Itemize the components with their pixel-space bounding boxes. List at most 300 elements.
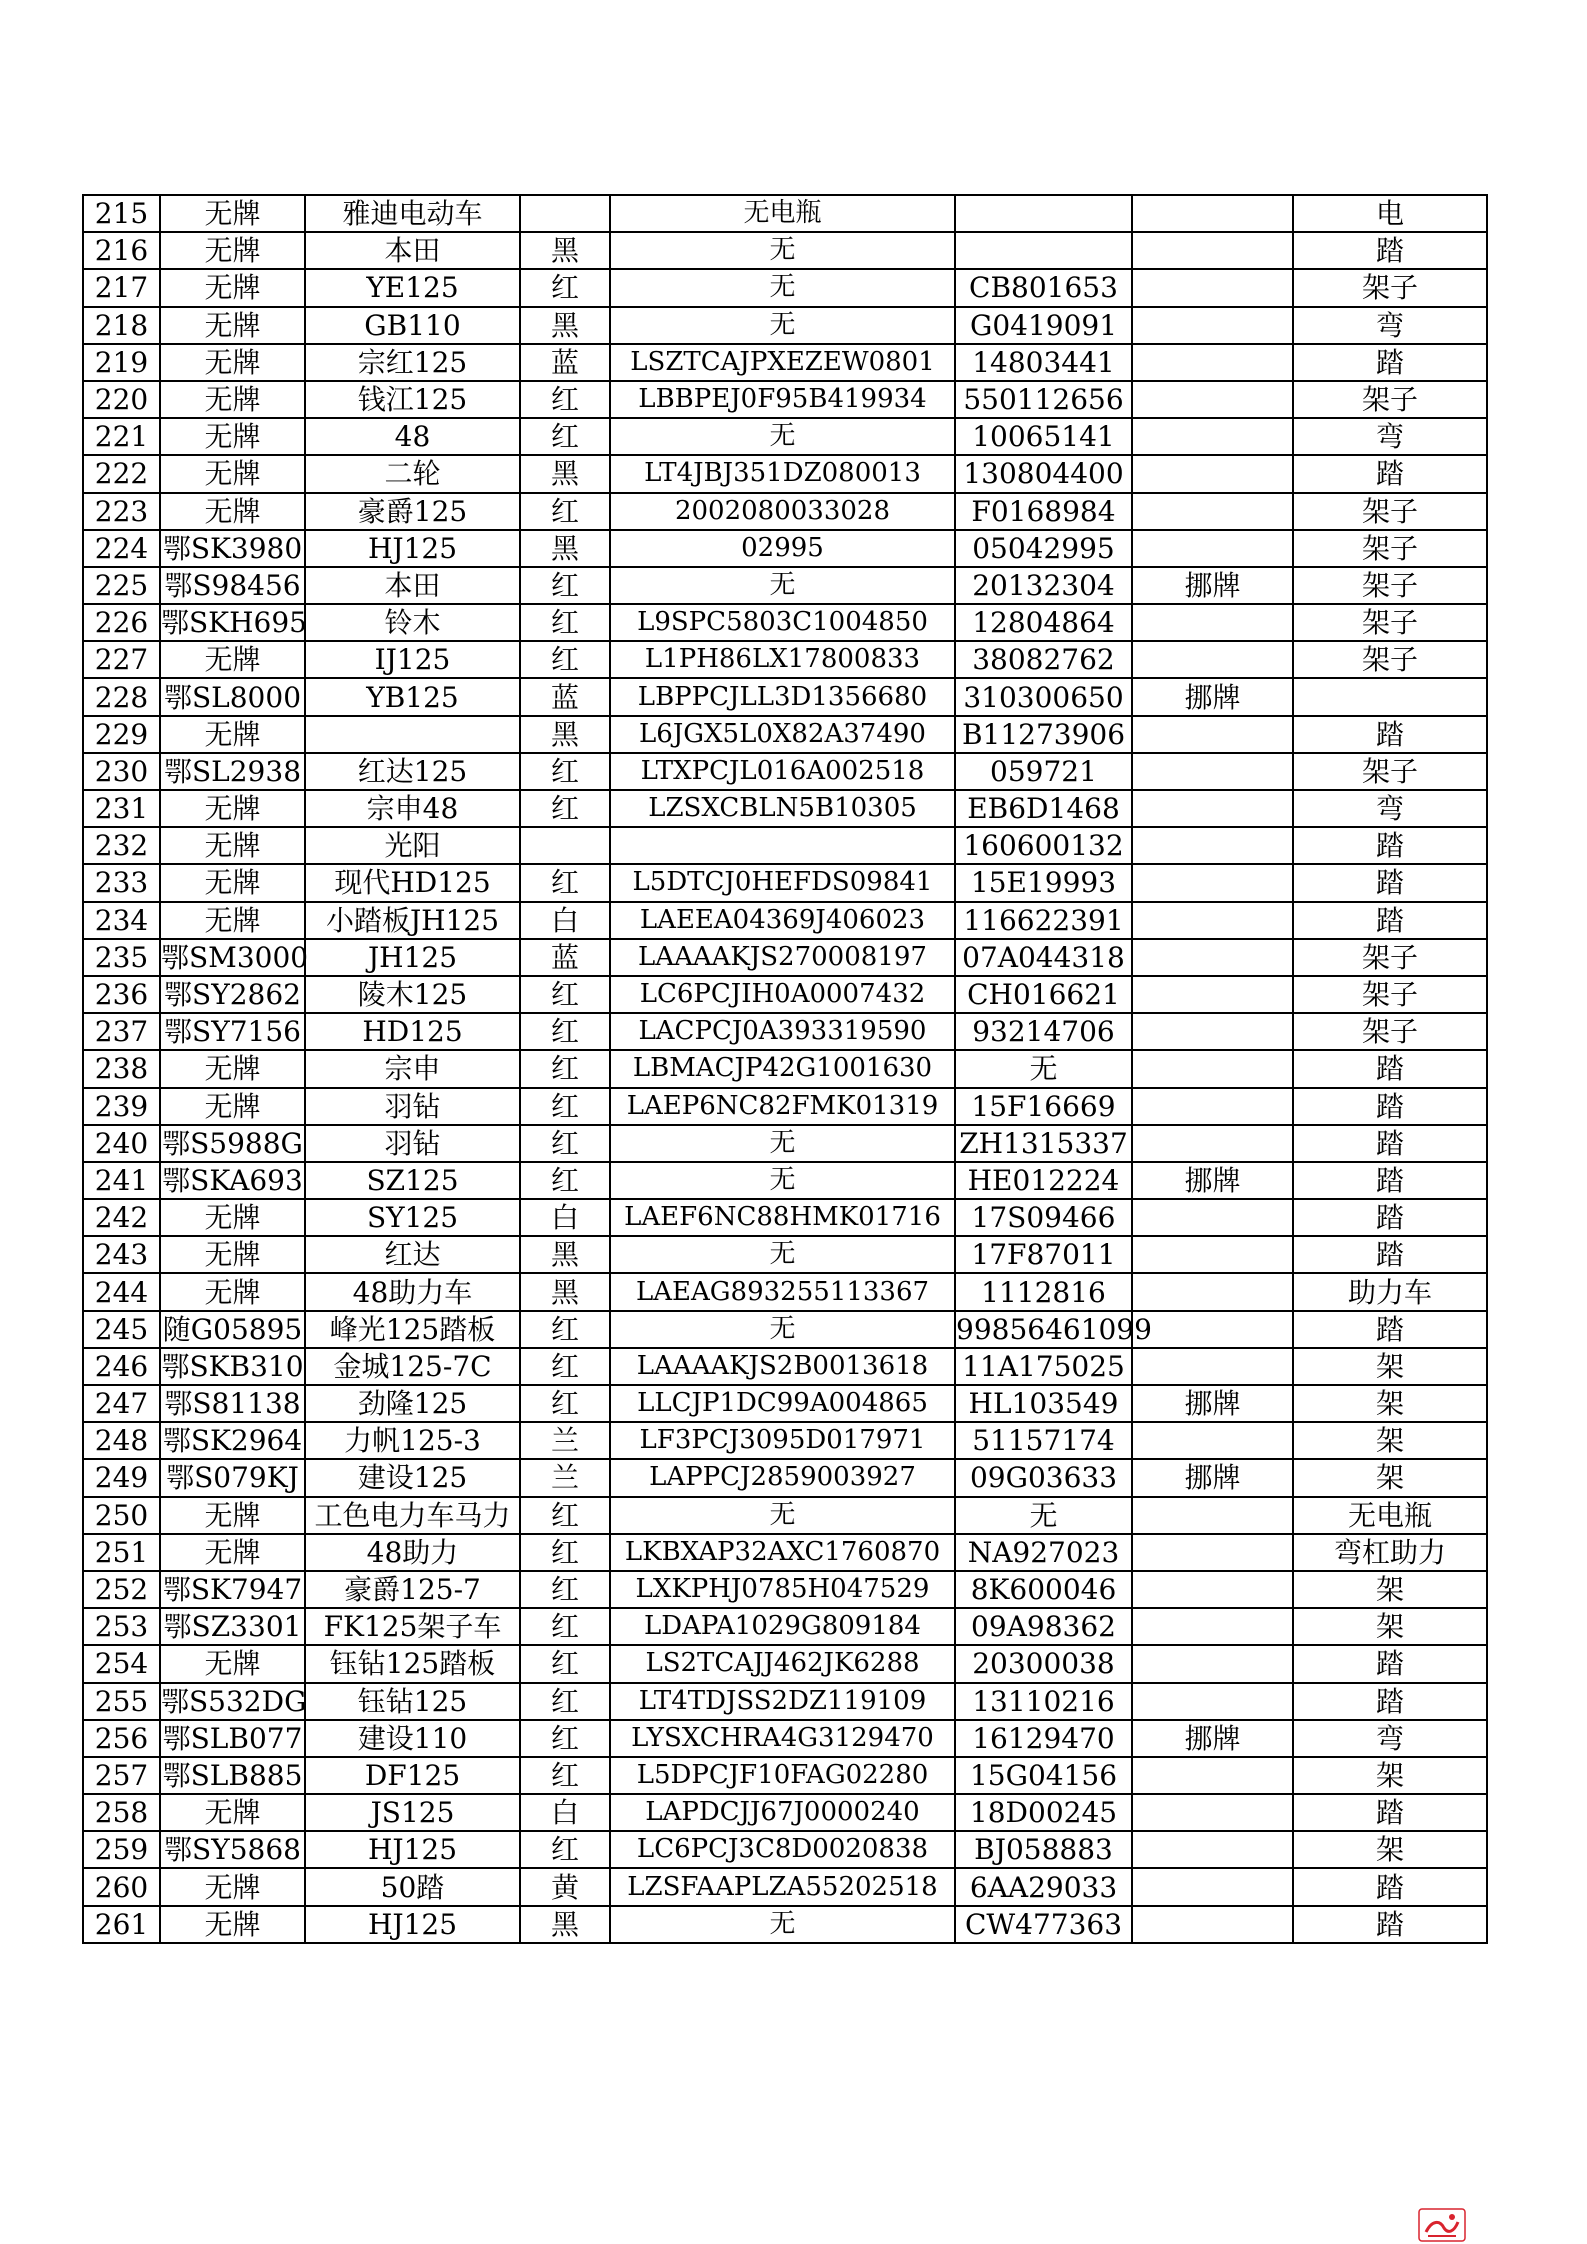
- cell-engine: 99856461099: [955, 1311, 1132, 1348]
- cell-engine: 无: [955, 1050, 1132, 1087]
- cell-note: [1132, 344, 1293, 381]
- cell-note: [1132, 418, 1293, 455]
- cell-color: 红: [520, 1608, 610, 1645]
- cell-type: 架: [1293, 1571, 1487, 1608]
- cell-note: [1132, 1125, 1293, 1162]
- cell-note: [1132, 195, 1293, 232]
- cell-type: 架: [1293, 1757, 1487, 1794]
- cell-note: [1132, 1273, 1293, 1310]
- cell-note: [1132, 1906, 1293, 1943]
- cell-color: 红: [520, 1088, 610, 1125]
- cell-type: 架子: [1293, 939, 1487, 976]
- table-row: [83, 1683, 1487, 1720]
- cell-engine: 310300650: [955, 678, 1132, 715]
- cell-model: 钰钻125: [305, 1683, 520, 1720]
- cell-vin: 02995: [610, 530, 955, 567]
- cell-color: 兰: [520, 1422, 610, 1459]
- cell-vin: LLCJP1DC99A004865: [610, 1385, 955, 1422]
- cell-type: 弯: [1293, 307, 1487, 344]
- cell-model: YE125: [305, 269, 520, 306]
- cell-note: [1132, 1050, 1293, 1087]
- cell-type: 踏: [1293, 1125, 1487, 1162]
- cell-plate: 鄂SKA693: [160, 1162, 305, 1199]
- table-row: [83, 1348, 1487, 1385]
- cell-model: HJ125: [305, 530, 520, 567]
- cell-color: 红: [520, 864, 610, 901]
- cell-color: 红: [520, 1571, 610, 1608]
- cell-engine: 059721: [955, 753, 1132, 790]
- cell-engine: 15E19993: [955, 864, 1132, 901]
- cell-no: 239: [83, 1088, 160, 1125]
- cell-engine: 12804864: [955, 604, 1132, 641]
- cell-plate: 鄂SL8000: [160, 678, 305, 715]
- cell-type: 架: [1293, 1348, 1487, 1385]
- cell-type: 踏: [1293, 1088, 1487, 1125]
- cell-note: [1132, 864, 1293, 901]
- cell-engine: 15G04156: [955, 1757, 1132, 1794]
- cell-engine: F0168984: [955, 493, 1132, 530]
- cell-no: 249: [83, 1459, 160, 1496]
- cell-vin: L6JGX5L0X82A37490: [610, 716, 955, 753]
- cell-note: [1132, 790, 1293, 827]
- cell-engine: 8K600046: [955, 1571, 1132, 1608]
- table-row: [83, 1608, 1487, 1645]
- cell-vin: LZSXCBLN5B10305: [610, 790, 955, 827]
- cell-no: 259: [83, 1831, 160, 1868]
- cell-engine: 05042995: [955, 530, 1132, 567]
- cell-vin: 无: [610, 269, 955, 306]
- cell-note: 挪牌: [1132, 567, 1293, 604]
- cell-type: 架: [1293, 1608, 1487, 1645]
- cell-note: [1132, 1868, 1293, 1905]
- cell-no: 237: [83, 1013, 160, 1050]
- cell-type: 助力车: [1293, 1273, 1487, 1310]
- cell-color: 红: [520, 1162, 610, 1199]
- cell-model: 二轮: [305, 455, 520, 492]
- cell-no: 238: [83, 1050, 160, 1087]
- cell-note: [1132, 1311, 1293, 1348]
- cell-vin: LAEP6NC82FMK01319: [610, 1088, 955, 1125]
- cell-engine: 20132304: [955, 567, 1132, 604]
- cell-engine: 09A98362: [955, 1608, 1132, 1645]
- cell-type: 架: [1293, 1385, 1487, 1422]
- cell-type: 踏: [1293, 1311, 1487, 1348]
- table-row: [83, 344, 1487, 381]
- cell-color: 蓝: [520, 678, 610, 715]
- cell-color: 红: [520, 381, 610, 418]
- cell-engine: 18D00245: [955, 1794, 1132, 1831]
- table-row: [83, 1534, 1487, 1571]
- cell-no: 246: [83, 1348, 160, 1385]
- cell-color: 红: [520, 753, 610, 790]
- cell-color: 白: [520, 1199, 610, 1236]
- table-row: [83, 1125, 1487, 1162]
- table-row: [83, 1720, 1487, 1757]
- cell-plate: 鄂SM3000: [160, 939, 305, 976]
- cell-model: DF125: [305, 1757, 520, 1794]
- cell-plate: 无牌: [160, 641, 305, 678]
- cell-no: 241: [83, 1162, 160, 1199]
- cell-vin: LTXPCJL016A002518: [610, 753, 955, 790]
- table-row: [83, 269, 1487, 306]
- cell-plate: 鄂S532DG: [160, 1683, 305, 1720]
- cell-note: [1132, 1199, 1293, 1236]
- cell-model: 小踏板JH125: [305, 902, 520, 939]
- cell-plate: 鄂SY2862: [160, 976, 305, 1013]
- cell-color: 红: [520, 641, 610, 678]
- cell-plate: 无牌: [160, 1236, 305, 1273]
- cell-plate: 鄂SZ3301: [160, 1608, 305, 1645]
- cell-type: 踏: [1293, 1683, 1487, 1720]
- cell-type: 踏: [1293, 864, 1487, 901]
- cell-vin: LBBPEJ0F95B419934: [610, 381, 955, 418]
- cell-vin: 无: [610, 1311, 955, 1348]
- cell-note: [1132, 1497, 1293, 1534]
- cell-no: 254: [83, 1645, 160, 1682]
- cell-no: 242: [83, 1199, 160, 1236]
- cell-note: 挪牌: [1132, 1385, 1293, 1422]
- cell-note: 挪牌: [1132, 678, 1293, 715]
- cell-plate: 无牌: [160, 716, 305, 753]
- cell-no: 231: [83, 790, 160, 827]
- cell-vin: LF3PCJ3095D017971: [610, 1422, 955, 1459]
- cell-no: 248: [83, 1422, 160, 1459]
- cell-no: 247: [83, 1385, 160, 1422]
- cell-vin: LAEAG893255113367: [610, 1273, 955, 1310]
- cell-engine: 09G03633: [955, 1459, 1132, 1496]
- table-row: [83, 641, 1487, 678]
- cell-engine: 07A044318: [955, 939, 1132, 976]
- cell-color: 黑: [520, 307, 610, 344]
- cell-vin: 无电瓶: [610, 195, 955, 232]
- cell-plate: 鄂SK7947: [160, 1571, 305, 1608]
- table-row: [83, 307, 1487, 344]
- cell-model: 力帆125-3: [305, 1422, 520, 1459]
- cell-note: [1132, 1757, 1293, 1794]
- cell-model: 工色电力车马力: [305, 1497, 520, 1534]
- cell-color: 黑: [520, 1236, 610, 1273]
- cell-color: 红: [520, 604, 610, 641]
- cell-engine: 20300038: [955, 1645, 1132, 1682]
- cell-note: [1132, 1088, 1293, 1125]
- table-row: [83, 864, 1487, 901]
- cell-vin: L1PH86LX17800833: [610, 641, 955, 678]
- cell-plate: 无牌: [160, 1273, 305, 1310]
- cell-plate: 鄂SLB885: [160, 1757, 305, 1794]
- cell-note: [1132, 269, 1293, 306]
- table-body: [83, 195, 1487, 1943]
- cell-note: [1132, 1608, 1293, 1645]
- cell-engine: 16129470: [955, 1720, 1132, 1757]
- cell-type: 踏: [1293, 455, 1487, 492]
- cell-color: 红: [520, 1311, 610, 1348]
- cell-color: 红: [520, 418, 610, 455]
- cell-no: 219: [83, 344, 160, 381]
- table-row: [83, 976, 1487, 1013]
- cell-engine: 93214706: [955, 1013, 1132, 1050]
- cell-model: 羽钻: [305, 1125, 520, 1162]
- cell-note: [1132, 1645, 1293, 1682]
- cell-engine: HL103549: [955, 1385, 1132, 1422]
- table-row: [83, 1088, 1487, 1125]
- cell-no: 225: [83, 567, 160, 604]
- cell-engine: 10065141: [955, 418, 1132, 455]
- cell-engine: B11273906: [955, 716, 1132, 753]
- cell-type: 架子: [1293, 641, 1487, 678]
- cell-engine: 11A175025: [955, 1348, 1132, 1385]
- cell-plate: 鄂S079KJ: [160, 1459, 305, 1496]
- cell-plate: 鄂S5988G: [160, 1125, 305, 1162]
- cell-vin: 无: [610, 1162, 955, 1199]
- cell-engine: 17F87011: [955, 1236, 1132, 1273]
- cell-no: 260: [83, 1868, 160, 1905]
- cell-note: [1132, 1348, 1293, 1385]
- cell-no: 217: [83, 269, 160, 306]
- cell-color: 黑: [520, 232, 610, 269]
- cell-plate: 鄂SL2938: [160, 753, 305, 790]
- cell-color: 兰: [520, 1459, 610, 1496]
- cell-vin: 无: [610, 1236, 955, 1273]
- cell-model: 豪爵125-7: [305, 1571, 520, 1608]
- cell-model: 宗申: [305, 1050, 520, 1087]
- cell-note: 挪牌: [1132, 1162, 1293, 1199]
- cell-color: 白: [520, 902, 610, 939]
- cell-model: 金城125-7C: [305, 1348, 520, 1385]
- cell-engine: [955, 195, 1132, 232]
- cell-type: 架子: [1293, 269, 1487, 306]
- table-row: [83, 530, 1487, 567]
- cell-plate: 鄂SLB077: [160, 1720, 305, 1757]
- cell-vin: L9SPC5803C1004850: [610, 604, 955, 641]
- cell-type: 架子: [1293, 753, 1487, 790]
- cell-no: 252: [83, 1571, 160, 1608]
- cell-note: [1132, 232, 1293, 269]
- cell-note: [1132, 827, 1293, 864]
- cell-plate: 鄂SKH695: [160, 604, 305, 641]
- cell-plate: 随G05895: [160, 1311, 305, 1348]
- cell-model: 劲隆125: [305, 1385, 520, 1422]
- cell-model: 陵木125: [305, 976, 520, 1013]
- cell-no: 234: [83, 902, 160, 939]
- cell-type: 踏: [1293, 1645, 1487, 1682]
- cell-model: 钰钻125踏板: [305, 1645, 520, 1682]
- cell-note: [1132, 641, 1293, 678]
- cell-plate: 鄂SY7156: [160, 1013, 305, 1050]
- cell-type: 架子: [1293, 976, 1487, 1013]
- cell-model: 48助力车: [305, 1273, 520, 1310]
- cell-no: 245: [83, 1311, 160, 1348]
- cell-color: 黑: [520, 716, 610, 753]
- table-row: [83, 567, 1487, 604]
- cell-note: [1132, 493, 1293, 530]
- publisher-logo-icon: [1418, 2208, 1466, 2242]
- cell-vin: 无: [610, 1125, 955, 1162]
- cell-model: [305, 716, 520, 753]
- cell-color: 红: [520, 1720, 610, 1757]
- cell-no: 243: [83, 1236, 160, 1273]
- cell-note: [1132, 976, 1293, 1013]
- cell-engine: CW477363: [955, 1906, 1132, 1943]
- cell-vin: LC6PCJIH0A0007432: [610, 976, 955, 1013]
- table-row: [83, 1050, 1487, 1087]
- cell-note: 挪牌: [1132, 1459, 1293, 1496]
- cell-no: 251: [83, 1534, 160, 1571]
- cell-note: [1132, 604, 1293, 641]
- cell-engine: 6AA29033: [955, 1868, 1132, 1905]
- cell-color: 红: [520, 1385, 610, 1422]
- table-row: [83, 753, 1487, 790]
- cell-model: YB125: [305, 678, 520, 715]
- cell-engine: HE012224: [955, 1162, 1132, 1199]
- cell-model: 本田: [305, 232, 520, 269]
- cell-type: 踏: [1293, 344, 1487, 381]
- table-row: [83, 455, 1487, 492]
- cell-note: [1132, 1794, 1293, 1831]
- table-row: [83, 1868, 1487, 1905]
- cell-type: 架子: [1293, 381, 1487, 418]
- table-row: [83, 1645, 1487, 1682]
- cell-vin: LBPPCJLL3D1356680: [610, 678, 955, 715]
- table-row: [83, 1757, 1487, 1794]
- cell-color: [520, 195, 610, 232]
- cell-vin: LAPDCJJ67J0000240: [610, 1794, 955, 1831]
- cell-type: 弯: [1293, 1720, 1487, 1757]
- cell-plate: 无牌: [160, 1497, 305, 1534]
- cell-no: 222: [83, 455, 160, 492]
- cell-note: [1132, 1683, 1293, 1720]
- cell-model: 红达125: [305, 753, 520, 790]
- cell-color: [520, 827, 610, 864]
- cell-color: 黑: [520, 1906, 610, 1943]
- cell-no: 250: [83, 1497, 160, 1534]
- table-row: [83, 902, 1487, 939]
- table-row: [83, 1273, 1487, 1310]
- cell-plate: 无牌: [160, 455, 305, 492]
- cell-color: 红: [520, 1757, 610, 1794]
- cell-type: 架: [1293, 1831, 1487, 1868]
- cell-vin: LAEEA04369J406023: [610, 902, 955, 939]
- cell-model: 雅迪电动车: [305, 195, 520, 232]
- cell-type: 架子: [1293, 567, 1487, 604]
- table-row: [83, 604, 1487, 641]
- cell-model: HJ125: [305, 1831, 520, 1868]
- cell-color: 红: [520, 1348, 610, 1385]
- cell-color: 红: [520, 493, 610, 530]
- cell-model: 48: [305, 418, 520, 455]
- cell-color: 蓝: [520, 939, 610, 976]
- cell-engine: BJ058883: [955, 1831, 1132, 1868]
- cell-vin: LACPCJ0A393319590: [610, 1013, 955, 1050]
- cell-note: [1132, 1831, 1293, 1868]
- cell-no: 227: [83, 641, 160, 678]
- cell-plate: 无牌: [160, 493, 305, 530]
- cell-note: [1132, 939, 1293, 976]
- cell-type: 电: [1293, 195, 1487, 232]
- cell-vin: L5DPCJF10FAG02280: [610, 1757, 955, 1794]
- cell-note: [1132, 1422, 1293, 1459]
- cell-vin: LYSXCHRA4G3129470: [610, 1720, 955, 1757]
- table-row: [83, 790, 1487, 827]
- cell-note: [1132, 716, 1293, 753]
- cell-model: JH125: [305, 939, 520, 976]
- table-row: [83, 1831, 1487, 1868]
- cell-type: 踏: [1293, 1199, 1487, 1236]
- cell-plate: 无牌: [160, 1534, 305, 1571]
- cell-vin: L5DTCJ0HEFDS09841: [610, 864, 955, 901]
- cell-engine: 550112656: [955, 381, 1132, 418]
- cell-no: 244: [83, 1273, 160, 1310]
- cell-model: 羽钻: [305, 1088, 520, 1125]
- cell-model: 红达: [305, 1236, 520, 1273]
- cell-note: [1132, 530, 1293, 567]
- cell-color: 红: [520, 1534, 610, 1571]
- cell-note: [1132, 1571, 1293, 1608]
- cell-vin: 2002080033028: [610, 493, 955, 530]
- cell-type: 踏: [1293, 1236, 1487, 1273]
- cell-color: 红: [520, 976, 610, 1013]
- table-row: [83, 827, 1487, 864]
- cell-plate: 鄂SK2964: [160, 1422, 305, 1459]
- cell-engine: 1112816: [955, 1273, 1132, 1310]
- cell-plate: 无牌: [160, 1645, 305, 1682]
- cell-color: 红: [520, 567, 610, 604]
- cell-no: 240: [83, 1125, 160, 1162]
- cell-model: 建设125: [305, 1459, 520, 1496]
- cell-plate: 鄂S98456: [160, 567, 305, 604]
- cell-engine: CB801653: [955, 269, 1132, 306]
- cell-plate: 鄂S81138: [160, 1385, 305, 1422]
- cell-type: 踏: [1293, 716, 1487, 753]
- cell-plate: 无牌: [160, 418, 305, 455]
- cell-engine: 15F16669: [955, 1088, 1132, 1125]
- cell-engine: 无: [955, 1497, 1132, 1534]
- cell-vin: 无: [610, 232, 955, 269]
- cell-model: 光阳: [305, 827, 520, 864]
- cell-plate: 无牌: [160, 307, 305, 344]
- cell-no: 229: [83, 716, 160, 753]
- cell-vin: [610, 827, 955, 864]
- cell-no: 255: [83, 1683, 160, 1720]
- cell-no: 232: [83, 827, 160, 864]
- cell-engine: 130804400: [955, 455, 1132, 492]
- cell-plate: 鄂SKB310: [160, 1348, 305, 1385]
- cell-type: 弯杠助力: [1293, 1534, 1487, 1571]
- cell-plate: 无牌: [160, 864, 305, 901]
- cell-color: 白: [520, 1794, 610, 1831]
- cell-engine: NA927023: [955, 1534, 1132, 1571]
- cell-note: [1132, 902, 1293, 939]
- cell-color: 红: [520, 1645, 610, 1682]
- cell-plate: 无牌: [160, 1199, 305, 1236]
- cell-vin: LKBXAP32AXC1760870: [610, 1534, 955, 1571]
- cell-no: 228: [83, 678, 160, 715]
- cell-color: 红: [520, 1831, 610, 1868]
- cell-color: 红: [520, 1125, 610, 1162]
- cell-note: [1132, 753, 1293, 790]
- cell-no: 221: [83, 418, 160, 455]
- cell-vin: 无: [610, 307, 955, 344]
- cell-plate: 鄂SK3980: [160, 530, 305, 567]
- cell-model: 宗红125: [305, 344, 520, 381]
- cell-no: 236: [83, 976, 160, 1013]
- table-row: [83, 716, 1487, 753]
- cell-type: 踏: [1293, 1162, 1487, 1199]
- cell-no: 261: [83, 1906, 160, 1943]
- cell-no: 257: [83, 1757, 160, 1794]
- cell-type: 架: [1293, 1459, 1487, 1496]
- cell-no: 258: [83, 1794, 160, 1831]
- cell-no: 224: [83, 530, 160, 567]
